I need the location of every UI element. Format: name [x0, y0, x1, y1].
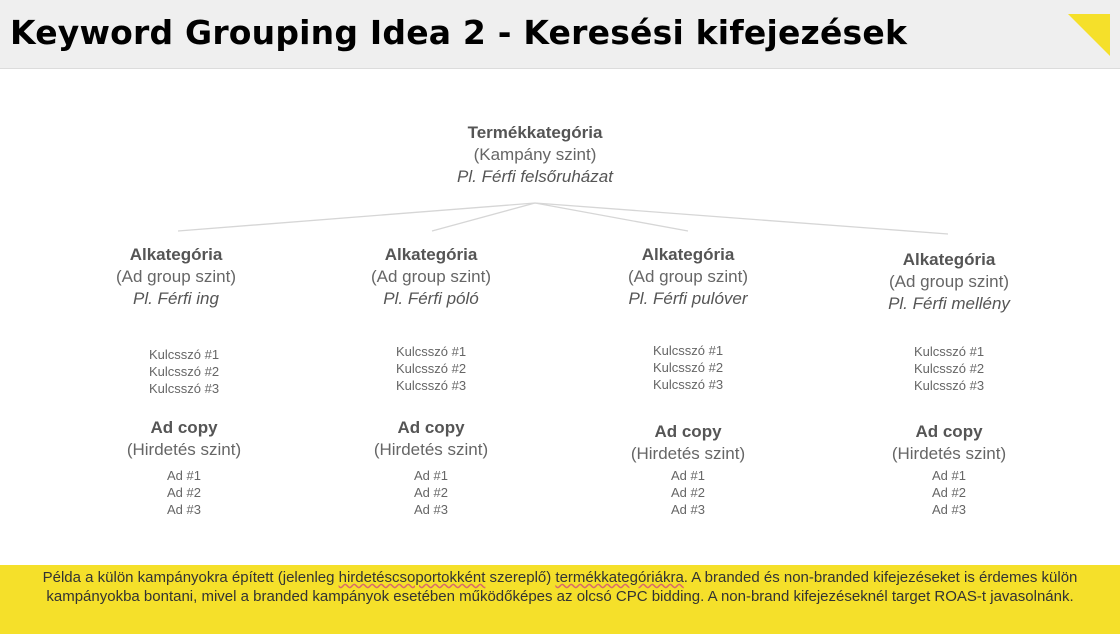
footer-text-5: . A branded és non-branded kifejezéseket is érdemes külön kampányokba bontani, mivel a branded kampányok esetében működőképes az olcsó CPC bidding. A non-brand kifejezéseknél target ROAS-t javasolnánk. — [46, 569, 1078, 605]
keyword-item: Kulcsszó #2 — [913, 361, 985, 376]
keyword-item: Kulcsszó #3 — [652, 377, 724, 392]
keyword-list-3 — [600, 342, 776, 393]
footer-text-1: Példa a külön kampányokra épített (jelenleg — [42, 569, 339, 586]
ad-list-1 — [134, 467, 234, 518]
keyword-list-1 — [96, 346, 272, 397]
adcopy-name: Ad copy — [397, 418, 465, 437]
adcopy-node-4 — [849, 421, 1049, 465]
adgroup-example: Pl. Férfi póló — [383, 289, 479, 308]
adcopy-level: (Hirdetés szint) — [373, 440, 489, 459]
campaign-node-name: Termékkategória — [467, 123, 603, 142]
adgroup-name: Alkategória — [641, 245, 735, 264]
campaign-node-example: Pl. Férfi felsőruházat — [457, 167, 613, 186]
adgroup-level: (Ad group szint) — [889, 272, 1009, 291]
footer-text-2: hirdetéscsoportokként — [338, 569, 486, 586]
slide-title: Keyword Grouping Idea 2 - Keresési kifejezések — [10, 13, 908, 52]
adgroup-node-3 — [578, 244, 798, 310]
keyword-item: Kulcsszó #2 — [148, 364, 220, 379]
adcopy-name: Ad copy — [150, 418, 218, 437]
campaign-node-level: (Kampány szint) — [473, 145, 597, 164]
ad-item: Ad #3 — [414, 502, 448, 517]
adcopy-level: (Hirdetés szint) — [891, 444, 1007, 463]
keyword-item: Kulcsszó #1 — [652, 343, 724, 358]
ad-list-4 — [899, 467, 999, 518]
adcopy-name: Ad copy — [915, 422, 983, 441]
adcopy-name: Ad copy — [654, 422, 722, 441]
adgroup-level: (Ad group szint) — [116, 267, 236, 286]
campaign-node — [385, 122, 685, 188]
footer-text-4: termékkategóriákra — [555, 569, 684, 586]
ad-item: Ad #2 — [671, 485, 705, 500]
ad-item: Ad #3 — [671, 502, 705, 517]
adgroup-example: Pl. Férfi ing — [133, 289, 219, 308]
keyword-item: Kulcsszó #2 — [652, 360, 724, 375]
adgroup-level: (Ad group szint) — [371, 267, 491, 286]
ad-item: Ad #2 — [932, 485, 966, 500]
footer-text-3: szereplő) — [485, 569, 556, 586]
keyword-item: Kulcsszó #1 — [395, 344, 467, 359]
footer-note — [0, 565, 1120, 634]
adgroup-name: Alkategória — [129, 245, 223, 264]
adcopy-node-2 — [331, 417, 531, 461]
adgroup-example: Pl. Férfi pulóver — [628, 289, 748, 308]
ad-item: Ad #3 — [932, 502, 966, 517]
adgroup-node-2 — [321, 244, 541, 310]
ad-item: Ad #2 — [167, 485, 201, 500]
adgroup-node-1 — [66, 244, 286, 310]
adgroup-name: Alkategória — [384, 245, 478, 264]
ad-item: Ad #1 — [932, 468, 966, 483]
keyword-item: Kulcsszó #3 — [395, 378, 467, 393]
ad-item: Ad #2 — [414, 485, 448, 500]
ad-list-3 — [638, 467, 738, 518]
keyword-list-2 — [343, 343, 519, 394]
connector-line-4 — [535, 203, 948, 234]
keyword-item: Kulcsszó #2 — [395, 361, 467, 376]
adcopy-node-1 — [84, 417, 284, 461]
adgroup-example: Pl. Férfi mellény — [888, 294, 1010, 313]
adgroup-node-4 — [839, 249, 1059, 315]
adcopy-level: (Hirdetés szint) — [126, 440, 242, 459]
ad-item: Ad #1 — [167, 468, 201, 483]
keyword-item: Kulcsszó #3 — [913, 378, 985, 393]
keyword-list-4 — [861, 343, 1037, 394]
adgroup-level: (Ad group szint) — [628, 267, 748, 286]
adcopy-level: (Hirdetés szint) — [630, 444, 746, 463]
ad-list-2 — [381, 467, 481, 518]
ad-item: Ad #1 — [414, 468, 448, 483]
connector-line-3 — [535, 203, 688, 231]
adcopy-node-3 — [588, 421, 788, 465]
ad-item: Ad #1 — [671, 468, 705, 483]
keyword-item: Kulcsszó #1 — [913, 344, 985, 359]
ad-item: Ad #3 — [167, 502, 201, 517]
adgroup-name: Alkategória — [902, 250, 996, 269]
keyword-item: Kulcsszó #3 — [148, 381, 220, 396]
keyword-item: Kulcsszó #1 — [148, 347, 220, 362]
